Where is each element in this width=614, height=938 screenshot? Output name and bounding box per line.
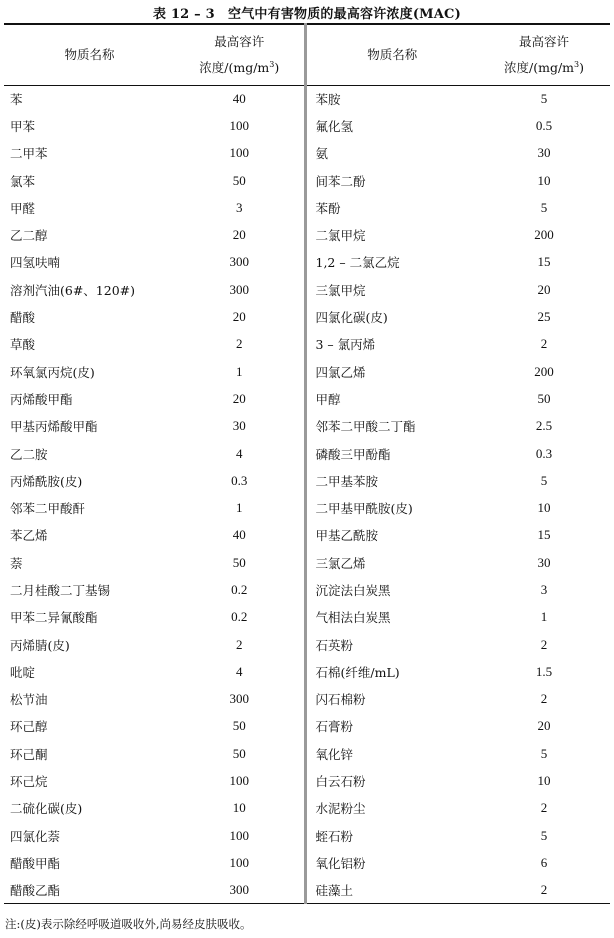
left-mac-value: 50 (232, 554, 246, 570)
right-substance-name: 邻苯二甲酸二丁酯 (305, 413, 478, 440)
table-row (4, 467, 610, 494)
left-substance-name: 氯苯 (10, 173, 36, 189)
left-mac-value: 10 (232, 800, 246, 816)
left-mac-value: 50 (232, 745, 246, 761)
right-mac-value: 2 (540, 800, 548, 816)
right-substance-name: 甲醇 (305, 385, 478, 412)
table-row (4, 767, 610, 794)
right-mac-value: 1 (540, 609, 548, 625)
table-row (4, 740, 610, 767)
right-mac-value: 1.5 (535, 663, 553, 679)
left-mac-value: 2 (236, 636, 243, 652)
right-substance-name: 氧化锌 (305, 740, 478, 767)
table-row (4, 631, 610, 658)
right-mac-value: 5 (540, 472, 548, 488)
table-row (4, 167, 610, 194)
right-mac-value: 25 (537, 309, 551, 325)
header-right-mac-line2: 浓度$/(mg/m^3)$ (504, 59, 584, 75)
right-substance-name: 甲基乙酰胺 (305, 522, 478, 549)
right-substance-name: 硅藻土 (305, 877, 478, 904)
left-mac-value: 100 (229, 854, 249, 870)
right-substance-name: 气相法白炭黑 (305, 604, 478, 631)
table-row (4, 276, 610, 303)
left-mac-value: 40 (232, 90, 246, 106)
right-mac-value: 5 (540, 90, 548, 106)
table-row (4, 877, 610, 904)
table-row (4, 713, 610, 740)
left-substance-name: 二月桂酸二丁基锡 (10, 582, 111, 598)
left-mac-value: 1 (236, 500, 243, 516)
right-mac-value: 5 (540, 199, 548, 215)
table-row (4, 249, 610, 276)
table-row (4, 112, 610, 139)
header-left-mac-line1: 最高容许 (214, 33, 265, 49)
left-substance-name: 二甲苯 (10, 146, 48, 162)
left-mac-value: 100 (229, 117, 249, 133)
right-substance-name: 四氯乙烯 (305, 358, 478, 385)
left-mac-value: 100 (229, 145, 249, 161)
right-mac-value: 200 (534, 363, 554, 379)
right-mac-value: 2 (478, 877, 610, 904)
header-right-mac (478, 24, 610, 85)
left-mac-value: 300 (229, 691, 249, 707)
table-body (4, 85, 610, 904)
left-substance-name: 丙烯腈(皮) (10, 637, 70, 653)
left-mac-value: 20 (232, 309, 246, 325)
right-mac-value: 15 (537, 254, 551, 270)
right-mac-value: 6 (540, 854, 548, 870)
left-substance-name: 环氧氯丙烷(皮) (10, 364, 95, 380)
right-mac-value: 3 (540, 581, 548, 597)
table-row (4, 194, 610, 221)
right-substance-name: 石棉(纤维/mL) (305, 658, 478, 685)
right-mac-value: 10 (537, 773, 551, 789)
left-substance-name: 丙烯酰胺(皮) (10, 473, 83, 489)
left-substance-name: 苯 (10, 91, 23, 107)
left-mac-value: 300 (229, 281, 249, 297)
right-substance-name: 蛭石粉 (305, 822, 478, 849)
right-substance-name: 白云石粉 (305, 767, 478, 794)
table-row (4, 549, 610, 576)
left-mac-value: 20 (232, 227, 246, 243)
right-substance-name: 二氯甲烷 (305, 221, 478, 248)
left-mac-value: 0.2 (231, 581, 248, 597)
right-mac-value: 2 (540, 691, 548, 707)
left-substance-name: 环己烷 (10, 774, 48, 790)
right-mac-value: 5 (540, 745, 548, 761)
right-mac-value: 5 (540, 827, 548, 843)
right-substance-name: 苯酚 (305, 194, 478, 221)
left-mac-value: 30 (232, 418, 246, 434)
right-substance-name: 闪石棉粉 (305, 686, 478, 713)
table-row (4, 494, 610, 521)
right-substance-name: 三氯甲烷 (305, 276, 478, 303)
left-mac-value: 4 (236, 663, 243, 679)
right-mac-value: 0.3 (535, 445, 553, 461)
right-substance-name: 石英粉 (305, 631, 478, 658)
left-substance-name: 邻苯二甲酸酐 (10, 501, 86, 517)
right-substance-name: 3 – 氯丙烯 (305, 331, 478, 358)
right-mac-value: 2 (540, 336, 548, 352)
table-footnote: 注:(皮)表示除经呼吸道吸收外,尚易经皮肤吸收。 (5, 917, 252, 931)
left-mac-value: 20 (232, 390, 246, 406)
right-substance-name: 沉淀法白炭黑 (305, 576, 478, 603)
left-substance-name: 甲苯 (10, 118, 36, 134)
table-row (4, 303, 610, 330)
left-substance-name: 醋酸乙酯 (4, 877, 175, 904)
left-mac-value: 40 (232, 527, 246, 543)
left-substance-name: 萘 (10, 555, 23, 571)
table-row (4, 658, 610, 685)
table-row (4, 140, 610, 167)
table-row (4, 413, 610, 440)
right-mac-value: 0.5 (535, 117, 553, 133)
right-substance-name: 氨 (305, 140, 478, 167)
left-mac-value: 1 (236, 363, 243, 379)
table-header (4, 24, 610, 85)
table-row (4, 604, 610, 631)
header-left-name: 物质名称 (4, 24, 175, 85)
table-row (4, 686, 610, 713)
left-substance-name: 醋酸甲酯 (10, 855, 61, 871)
table-row (4, 822, 610, 849)
left-substance-name: 二硫化碳(皮) (10, 801, 83, 817)
right-mac-value: 50 (537, 390, 551, 406)
table-row (4, 85, 610, 112)
right-substance-name: 石膏粉 (305, 713, 478, 740)
right-substance-name: 苯胺 (305, 85, 478, 112)
header-right-mac-line1: 最高容许 (518, 33, 569, 49)
left-mac-value: 50 (232, 172, 246, 188)
right-substance-name: 1,2 – 二氯乙烷 (305, 249, 478, 276)
right-mac-value: 15 (537, 527, 551, 543)
left-substance-name: 甲基丙烯酸甲酯 (10, 419, 98, 435)
right-substance-name: 氧化铝粉 (305, 849, 478, 876)
right-substance-name: 磷酸三甲酚酯 (305, 440, 478, 467)
left-substance-name: 四氯化萘 (10, 828, 61, 844)
left-substance-name: 苯乙烯 (10, 528, 48, 544)
table-row (4, 576, 610, 603)
right-substance-name: 氟化氢 (305, 112, 478, 139)
right-substance-name: 二甲基甲酰胺(皮) (305, 494, 478, 521)
left-mac-value: 50 (232, 718, 246, 734)
header-left-mac (175, 24, 305, 85)
header-row (4, 24, 610, 85)
left-substance-name: 松节油 (10, 692, 48, 708)
left-mac-value: 300 (175, 877, 305, 904)
right-substance-name: 水泥粉尘 (305, 795, 478, 822)
header-right-name: 物质名称 (305, 24, 478, 85)
right-mac-value: 30 (537, 145, 551, 161)
mac-table (4, 23, 610, 904)
left-substance-name: 草酸 (10, 337, 36, 353)
left-substance-name: 丙烯酸甲酯 (10, 391, 73, 407)
table-row (4, 849, 610, 876)
right-mac-value: 20 (537, 718, 551, 734)
table-row (4, 331, 610, 358)
left-substance-name: 醋酸 (10, 310, 36, 326)
right-mac-value: 30 (537, 554, 551, 570)
left-substance-name: 吡啶 (10, 664, 36, 680)
left-mac-value: 100 (229, 827, 249, 843)
left-substance-name: 乙二醇 (10, 228, 48, 244)
right-substance-name: 三氯乙烯 (305, 549, 478, 576)
table-row (4, 440, 610, 467)
right-substance-name: 二甲基苯胺 (305, 467, 478, 494)
right-substance-name: 四氯化碳(皮) (305, 303, 478, 330)
right-mac-value: 2.5 (535, 418, 553, 434)
right-mac-value: 10 (537, 500, 551, 516)
right-mac-value: 200 (534, 227, 554, 243)
left-substance-name: 甲苯二异氰酸酯 (10, 610, 98, 626)
left-substance-name: 环己酮 (10, 746, 48, 762)
left-mac-value: 3 (236, 199, 243, 215)
left-substance-name: 四氢呋喃 (10, 255, 61, 271)
right-mac-value: 10 (537, 172, 551, 188)
table-row (4, 522, 610, 549)
right-mac-value: 2 (540, 636, 548, 652)
left-substance-name: 乙二胺 (10, 446, 48, 462)
table-caption: 表 12 – 3 空气中有害物质的最高容许浓度(MAC) (153, 7, 461, 22)
table-row (4, 358, 610, 385)
table-row (4, 385, 610, 412)
left-substance-name: 溶剂汽油(6#、120#) (10, 282, 136, 298)
table-row (4, 221, 610, 248)
right-mac-value: 20 (537, 281, 551, 297)
left-mac-value: 0.3 (231, 472, 248, 488)
left-mac-value: 2 (236, 336, 243, 352)
left-mac-value: 300 (229, 254, 249, 270)
left-mac-value: 100 (229, 773, 249, 789)
left-substance-name: 环己醇 (10, 719, 48, 735)
right-substance-name: 间苯二酚 (305, 167, 478, 194)
left-mac-value: 0.2 (231, 609, 248, 625)
left-substance-name: 甲醛 (10, 200, 36, 216)
left-mac-value: 4 (236, 445, 243, 461)
header-left-mac-line2: 浓度$/(mg/m^3)$ (199, 59, 280, 75)
table-row (4, 795, 610, 822)
